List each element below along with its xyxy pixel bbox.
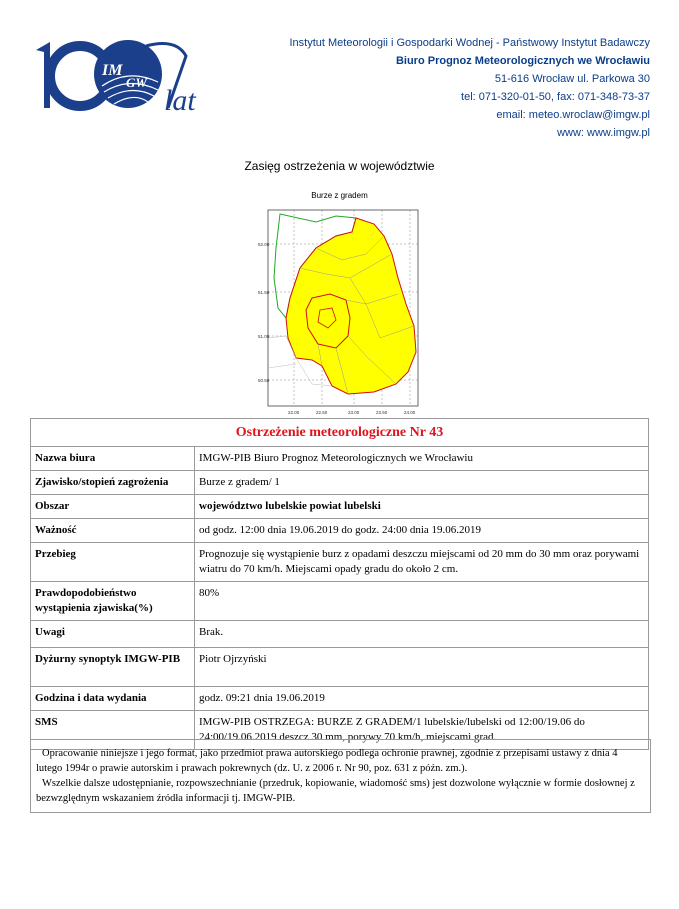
office-phone: tel: 071-320-01-50, fax: 071-348-73-37	[461, 91, 650, 103]
row-value: godz. 09:21 dnia 19.06.2019	[195, 687, 649, 711]
office-email[interactable]: email: meteo.wroclaw@imgw.pl	[496, 109, 650, 121]
x-tick-label: 23.50	[376, 410, 388, 415]
table-row	[31, 582, 649, 621]
svg-text:GW: GW	[126, 75, 147, 90]
copyright-line-1: Opracowanie niniejsze i jego format, jako przedmiot prawa autorskiego podlega ochronie prawnej, zgodnie z przepisami ustawy z dnia 4 lutego 1994r o prawie autorskim i prawach pokrewnych (dz. U. z 2006 r. Nr 90, poz. 631 z późn. zm.).	[36, 748, 618, 774]
table-row	[31, 495, 649, 519]
office-website[interactable]: www: www.imgw.pl	[557, 127, 650, 139]
row-label: Godzina i data wydania	[31, 687, 195, 711]
y-tick-label: 50.50	[258, 378, 270, 383]
row-label: Dyżurny synoptyk IMGW-PIB	[31, 648, 195, 687]
row-value: województwo lubelskie powiat lubelski	[195, 495, 649, 519]
row-value: od godz. 12:00 dnia 19.06.2019 do godz. 24:00 dnia 19.06.2019	[195, 519, 649, 543]
y-tick-label: 51.00	[258, 334, 270, 339]
row-label: Przebieg	[31, 543, 195, 582]
table-row	[31, 621, 649, 648]
row-value: Piotr Ojrzyński	[195, 648, 649, 687]
warning-map	[256, 188, 432, 420]
warning-table	[30, 418, 649, 750]
table-row	[31, 471, 649, 495]
row-value: Brak.	[195, 621, 649, 648]
row-value: Burze z gradem/ 1	[195, 471, 649, 495]
row-label: Uwagi	[31, 621, 195, 648]
table-row	[31, 687, 649, 711]
office-name: Biuro Prognoz Meteorologicznych we Wrocławiu	[395, 55, 650, 67]
table-row	[31, 648, 649, 687]
map-title: Burze z gradem	[311, 191, 368, 200]
table-row	[31, 543, 649, 582]
x-tick-label: 23.00	[348, 410, 360, 415]
table-row	[31, 519, 649, 543]
row-label: Obszar	[31, 495, 195, 519]
institute-name: Instytut Meteorologii i Gospodarki Wodnej - Państwowy Instytut Badawczy	[289, 37, 650, 49]
office-header	[289, 34, 650, 142]
svg-text:lat: lat	[164, 84, 196, 117]
row-value: 80%	[195, 582, 649, 621]
row-value: Prognozuje się wystąpienie burz z opadami deszczu miejscami od 20 mm do 30 mm oraz porywami wiatru do 70 km/h. Miejscami opady gradu do około 2 cm.	[195, 543, 649, 582]
y-tick-label: 51.50	[258, 290, 270, 295]
row-value: IMGW-PIB Biuro Prognoz Meteorologicznych we Wrocławiu	[195, 447, 649, 471]
page-title: Zasięg ostrzeżenia w województwie	[244, 159, 435, 173]
office-address: 51-616 Wrocław ul. Parkowa 30	[494, 73, 650, 85]
x-tick-label: 22.00	[288, 410, 300, 415]
row-value: IMGW-PIB OSTRZEGA: BURZE Z GRADEM/1 lubelskie/lubelski od 12:00/19.06 do 24:00/19.06.2019 deszcz 30 mm, porywy 70 km/h, miejscami grad.	[195, 711, 649, 750]
table-row	[31, 447, 649, 471]
imgw-100-lat-logo	[36, 38, 206, 118]
svg-text:IM: IM	[102, 62, 123, 79]
copyright-line-2: Wszelkie dalsze udostępnianie, rozpowszechnianie (przedruk, kopiowanie, wiadomość sms) jest dozwolone wyłącznie w formie dosłownej z bezwzględnym wskazaniem źródła informacji tj. IMGW-PIB.	[36, 778, 635, 804]
x-tick-label: 22.50	[316, 410, 328, 415]
row-label: SMS	[31, 711, 195, 750]
warning-heading: Ostrzeżenie meteorologiczne Nr 43	[31, 419, 649, 447]
row-label: Prawdopodobieństwo wystąpienia zjawiska(%)	[31, 582, 195, 621]
y-tick-label: 52.00	[258, 242, 270, 247]
copyright-notice	[30, 739, 651, 813]
row-label: Zjawisko/stopień zagrożenia	[31, 471, 195, 495]
x-tick-label: 24.00	[404, 410, 416, 415]
row-label: Nazwa biura	[31, 447, 195, 471]
row-label: Ważność	[31, 519, 195, 543]
